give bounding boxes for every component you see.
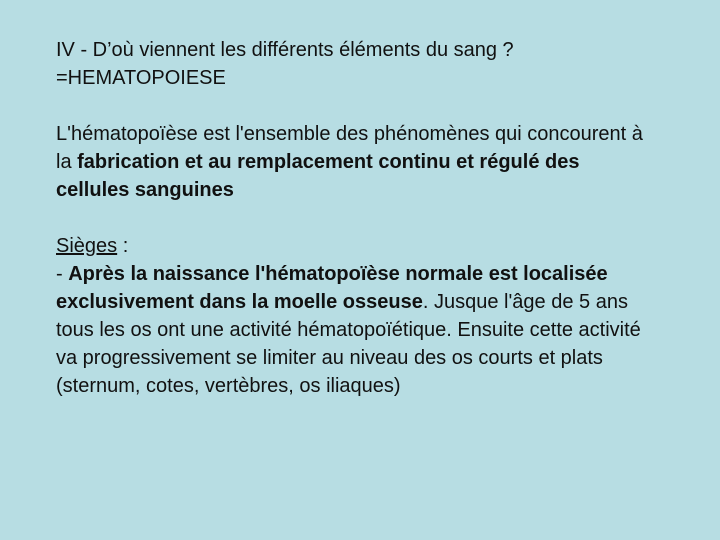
definition-text: L'hématopoïèse est l'ensemble des phénomènes qui concourent à la xyxy=(56,123,643,173)
sieges-paragraph xyxy=(56,232,656,400)
spacer xyxy=(56,92,656,120)
definition-emphasis: fabrication et au remplacement continu et régulé des cellules sanguines xyxy=(56,151,580,201)
sieges-label-suffix: : xyxy=(117,235,129,257)
title-line-1: IV - D’où viennent les différents éléments du sang ? xyxy=(56,39,514,61)
sieges-label: Sièges xyxy=(56,235,118,257)
title-line-2: =HEMATOPOIESE xyxy=(56,67,226,89)
spacer xyxy=(56,204,656,232)
definition-paragraph xyxy=(56,120,656,204)
sieges-text: Jusque l'âge de 5 ans tous les os ont une activité hématopoïétique. Ensuite cette activité va progressivement se limiter au niveau des os courts et plats (sternum, cotes, vertèbres, os iliaques) xyxy=(56,291,641,397)
title xyxy=(56,36,656,92)
sieges-period: . xyxy=(422,291,429,313)
sieges-dash: - xyxy=(56,263,69,285)
sieges-emphasis: Après la naissance l'hématopoïèse normale est localisée exclusivement dans la moelle osseuse xyxy=(56,263,608,313)
slide-content xyxy=(56,36,656,400)
